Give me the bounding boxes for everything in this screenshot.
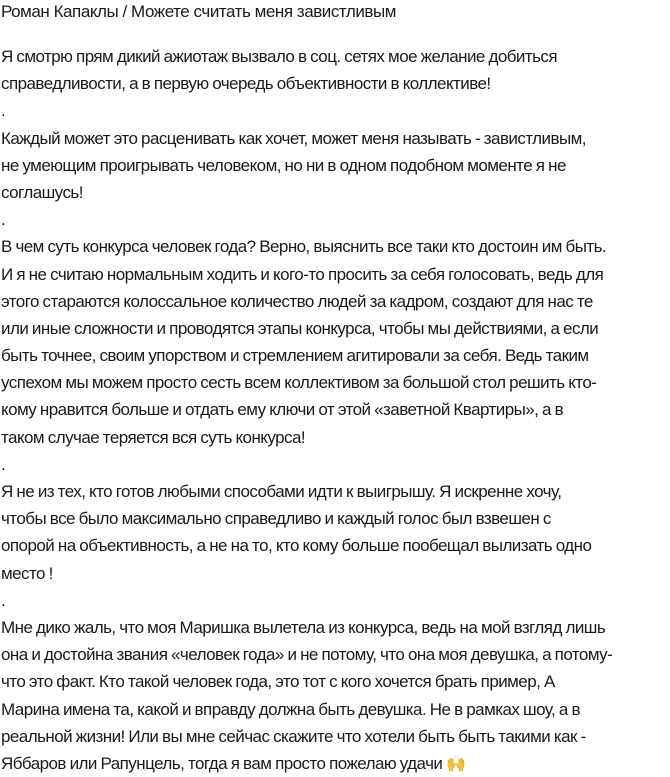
paragraph-1 <box>1 43 669 97</box>
text-line: быть точнее, своим упорством и стремлением агитировали за себя. Ведь таким <box>1 346 589 366</box>
text-line: место ! <box>1 563 53 583</box>
text-line: Я смотрю прям дикий ажиотаж вызвало в соц. сетях мое желание добиться <box>1 47 558 66</box>
separator-dot: . <box>1 210 6 230</box>
text-line: Каждый может это расценивать как хочет, может меня называть - завистливым, <box>1 128 586 148</box>
article-title: Роман Капаклы / Можете считать меня завистливым <box>1 2 396 21</box>
text-line: И я не считаю нормальным ходить и кого-то просить за себя голосовать, ведь для <box>1 264 604 284</box>
text-line: опорой на объективность, а не на то, кто кому больше пообещал вылизать одно <box>1 536 592 556</box>
separator-dot: . <box>1 454 6 474</box>
text-line: Я не из тех, кто готов любыми способами идти к выигрышу. Я искренне хочу, <box>1 482 562 501</box>
text-line: чтобы все было максимально справедливо и каждый голос был взвешен с <box>1 509 551 529</box>
paragraph-3 <box>1 206 669 451</box>
paragraph-5 <box>1 587 669 777</box>
text-line: соглашусь! <box>1 182 83 202</box>
text-line: Мне дико жаль, что моя Маришка вылетела из конкурса, ведь на мой взгляд лишь <box>1 617 606 637</box>
text-line: Марина имена та, какой и вправду должна быть девушка. Не в рамках шоу, а в <box>1 699 580 719</box>
text-line: Яббаров или Рапунцель, тогда я вам просто пожелаю удачи <box>1 753 443 773</box>
text-line: реальной жизни! Или вы мне сейчас скажите что хотели быть быть такими как - <box>1 726 586 746</box>
text-line: справедливости, а в первую очередь объективности в коллективе! <box>1 74 491 94</box>
separator-dot: . <box>1 590 6 610</box>
text-line: успехом мы можем просто сесть всем коллективом за большой стол решить кто- <box>1 373 597 393</box>
paragraph-4 <box>1 451 669 587</box>
text-line: таком случае теряется вся суть конкурса! <box>1 427 306 447</box>
text-line: В чем суть конкурса человек года? Верно, выяснить все таки кто достоин им быть. <box>1 237 607 257</box>
text-line: что это факт. Кто такой человек года, это тот с кого хочется брать пример, А <box>1 672 555 692</box>
text-line: она и достойна звания «человек года» и не потому, что она моя девушка, а потому- <box>1 645 613 665</box>
paragraph-2 <box>1 97 669 206</box>
text-line-last <box>1 750 669 777</box>
article-body <box>1 43 669 777</box>
raising-hands-icon: 🙌 <box>446 753 466 773</box>
article <box>1 0 669 777</box>
text-line: кому нравится больше и отдать ему ключи от этой «заветной Квартиры», а в <box>1 400 564 420</box>
text-line: не умеющим проигрывать человеком, но ни в одном подобном моменте я не <box>1 155 566 175</box>
text-line: или иные сложности и проводятся этапы конкурса, чтобы мы действиями, а если <box>1 318 599 338</box>
text-line: этого стараются колоссальное количество людей за кадром, создают для нас те <box>1 291 593 311</box>
separator-dot: . <box>1 101 6 121</box>
